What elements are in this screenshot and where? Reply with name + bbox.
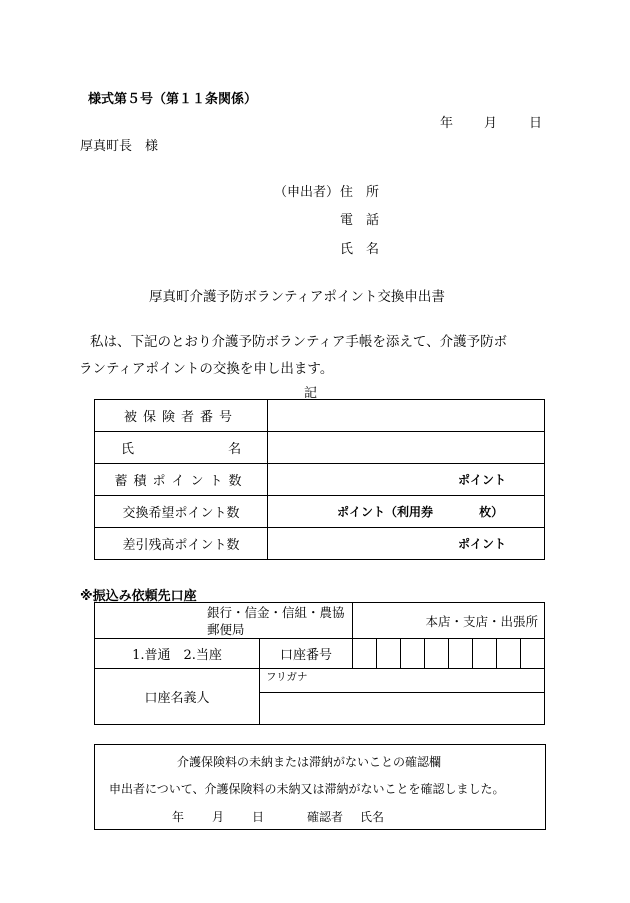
- name-field[interactable]: [268, 432, 545, 464]
- account-digit[interactable]: [521, 639, 545, 669]
- account-digit[interactable]: [497, 639, 521, 669]
- accumulated-unit: ポイント: [458, 473, 507, 487]
- remaining-points-field[interactable]: [268, 528, 545, 560]
- applicant-phone-label: 電 話: [340, 213, 380, 228]
- transfer-table: [94, 602, 545, 725]
- post-office: 郵便局: [207, 621, 245, 637]
- confirmation-statement: 申出者について、介護保険料の未納又は滞納がないことを確認しました。: [109, 782, 505, 796]
- insured-number-label: 被保険者番号: [95, 400, 268, 432]
- branch-types: 本店・支店・出張所: [425, 613, 538, 629]
- confirmation-day: 日: [252, 810, 265, 824]
- account-digit[interactable]: [377, 639, 401, 669]
- account-type[interactable]: 1.普通 2.当座: [95, 639, 260, 669]
- remaining-unit: ポイント: [458, 537, 507, 551]
- transfer-heading: ※振込み依頼先口座: [80, 589, 197, 604]
- points-table: [94, 399, 545, 560]
- date-month: 月: [484, 116, 498, 131]
- confirmation-month: 月: [212, 810, 225, 824]
- exchange-points-field[interactable]: [268, 496, 545, 528]
- account-digit[interactable]: [353, 639, 377, 669]
- exchange-points-label: 交換希望ポイント数: [95, 496, 268, 528]
- applicant-address-label: 住 所: [340, 185, 380, 200]
- exchange-sheets: 枚）: [479, 505, 504, 519]
- applicant-name-label: 氏 名: [340, 242, 380, 257]
- date-year: 年: [440, 116, 454, 131]
- name-label-cell: [95, 432, 268, 464]
- body-text-line2: ランティアポイントの交換を申し出ます。: [79, 361, 334, 377]
- form-number: 様式第５号（第１１条関係）: [88, 92, 258, 107]
- accumulated-points-label: 蓄積ポイント数: [95, 464, 268, 496]
- date-day: 日: [529, 116, 543, 131]
- account-digit[interactable]: [473, 639, 497, 669]
- addressee: 厚真町長 様: [80, 139, 159, 154]
- account-digit[interactable]: [425, 639, 449, 669]
- name-label-2: 名: [228, 442, 242, 457]
- account-digit[interactable]: [401, 639, 425, 669]
- confirmer-label: 確認者: [307, 810, 344, 824]
- name-label-1: 氏: [121, 442, 135, 457]
- confirmation-box: [94, 744, 546, 830]
- confirmation-year: 年: [172, 810, 185, 824]
- furigana-field[interactable]: [259, 669, 544, 693]
- account-number-label: 口座番号: [259, 639, 352, 669]
- account-digit[interactable]: [449, 639, 473, 669]
- account-holder-field[interactable]: [259, 693, 544, 725]
- body-text-line1: 私は、下記のとおり介護予防ボランティア手帳を添えて、介護予防ボ: [90, 334, 508, 350]
- furigana-label: フリガナ: [265, 671, 308, 683]
- confirmation-heading: 介護保険料の未納または滞納がないことの確認欄: [177, 755, 442, 769]
- account-holder-label: 口座名義人: [95, 669, 260, 725]
- remaining-points-label: 差引残高ポイント数: [95, 528, 268, 560]
- insured-number-field[interactable]: [268, 400, 545, 432]
- ki-label: 記: [304, 386, 318, 401]
- branch-cell[interactable]: [353, 603, 545, 639]
- accumulated-points-field[interactable]: [268, 464, 545, 496]
- applicant-prefix: （申出者）: [274, 185, 340, 200]
- exchange-unit: ポイント（利用券: [337, 505, 434, 519]
- confirmer-name-label: 氏名: [360, 810, 385, 824]
- document-title: 厚真町介護予防ボランティアポイント交換申出書: [149, 289, 445, 305]
- bank-name-cell[interactable]: [95, 603, 353, 639]
- bank-types: 銀行・信金・信組・農協: [207, 604, 345, 620]
